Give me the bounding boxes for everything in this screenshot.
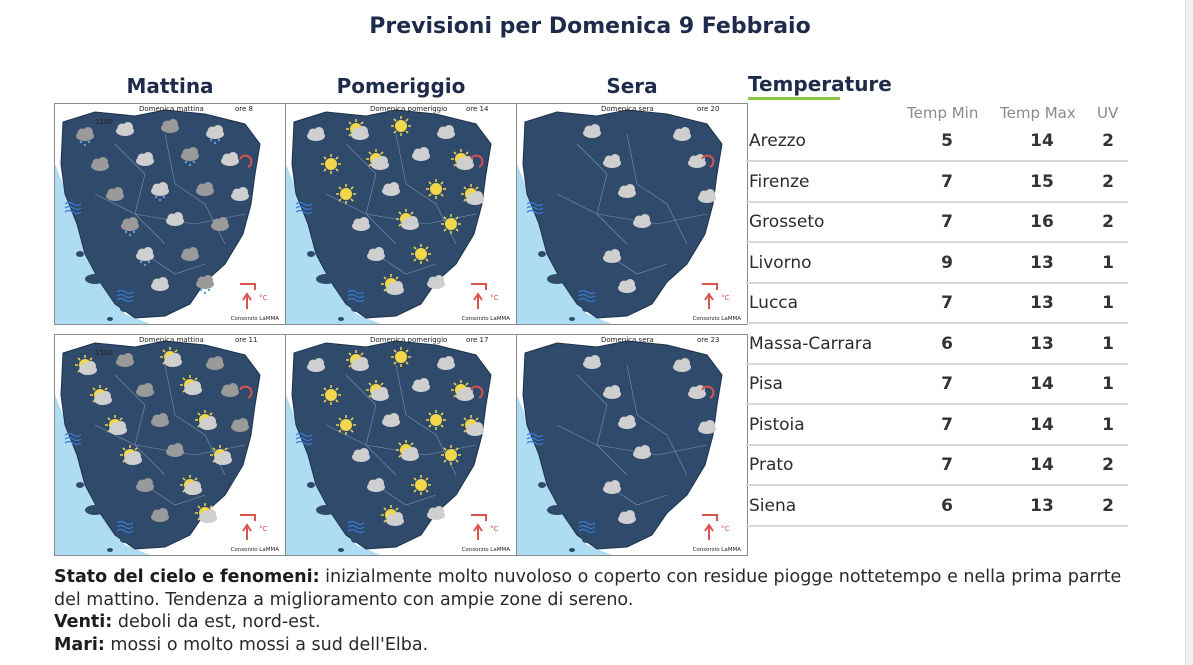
map-footer: Consorzio LaMMA — [230, 316, 279, 322]
uv-value: 1 — [1102, 334, 1114, 354]
uv-value: 1 — [1102, 415, 1114, 435]
map-canvas — [286, 335, 517, 556]
map-canvas — [286, 104, 517, 325]
temperature-heading: Temperature — [748, 72, 892, 96]
sky-text: inizialmente molto nuvoloso o coperto con residue piogge nottetempo e nella prima parrte del mattino. Tendenza a miglioramento con ampie zone di sereno. — [54, 567, 1122, 610]
uv-value: 1 — [1102, 253, 1114, 273]
map-canvas — [517, 335, 748, 556]
temp-min-value: 7 — [941, 172, 953, 192]
island — [316, 505, 336, 515]
temperature-row — [746, 203, 1128, 243]
sun-icon — [441, 214, 461, 234]
island — [338, 317, 344, 321]
degree-label: °C — [490, 294, 499, 302]
temp-max-value: 13 — [1030, 253, 1054, 273]
weather-map-evening-early[interactable] — [516, 103, 748, 325]
temp-min-value: 9 — [941, 253, 953, 273]
temperature-row — [746, 244, 1128, 284]
sun-icon — [391, 116, 411, 136]
sun-icon — [391, 347, 411, 367]
island — [85, 274, 105, 284]
island — [569, 548, 575, 552]
weather-map-morning-late[interactable] — [54, 334, 286, 556]
island — [120, 306, 130, 312]
uv-value: 1 — [1102, 293, 1114, 313]
map-caption: Domenica mattina — [139, 336, 204, 344]
city-name: Siena — [749, 496, 797, 516]
wind-text: deboli da est, nord-est. — [112, 612, 321, 632]
uv-value: 2 — [1102, 172, 1114, 192]
map-caption: Domenica pomeriggio — [370, 336, 448, 344]
header-uv: UV — [1097, 104, 1119, 122]
map-time: ore 17 — [466, 336, 489, 344]
altitude-label: 1500 — [95, 349, 113, 357]
island — [538, 482, 546, 488]
map-footer: Consorzio LaMMA — [461, 316, 510, 322]
degree-label: °C — [259, 294, 268, 302]
altitude-label: 1500 — [95, 118, 113, 126]
island — [120, 537, 130, 543]
city-name: Livorno — [749, 253, 812, 273]
temp-max-value: 13 — [1030, 334, 1054, 354]
temp-min-value: 7 — [941, 415, 953, 435]
island — [538, 251, 546, 257]
island — [107, 548, 113, 552]
temp-min-value: 7 — [941, 374, 953, 394]
vertical-scrollbar[interactable] — [1185, 0, 1193, 665]
temperature-row — [746, 325, 1128, 365]
uv-value: 2 — [1102, 496, 1114, 516]
degree-label: °C — [259, 525, 268, 533]
temperature-row — [746, 446, 1128, 486]
temperature-row — [746, 122, 1128, 162]
header-temp-max: Temp Max — [1000, 104, 1076, 122]
uv-value: 2 — [1102, 212, 1114, 232]
city-name: Lucca — [749, 293, 799, 313]
island — [76, 482, 84, 488]
island — [351, 306, 361, 312]
temp-max-value: 13 — [1030, 496, 1054, 516]
island — [351, 537, 361, 543]
city-name: Pisa — [749, 374, 783, 394]
weather-map-morning-early[interactable] — [54, 103, 286, 325]
sun-icon — [321, 154, 341, 174]
temp-min-value: 6 — [941, 496, 953, 516]
temperature-row — [746, 163, 1128, 203]
map-time: ore 20 — [697, 105, 720, 113]
sun-icon — [411, 475, 431, 495]
city-name: Firenze — [749, 172, 810, 192]
temp-min-value: 5 — [941, 131, 953, 151]
forecast-description — [54, 566, 1134, 656]
uv-value: 1 — [1102, 374, 1114, 394]
island — [547, 274, 567, 284]
temp-max-value: 14 — [1030, 131, 1054, 151]
weather-map-afternoon-late[interactable] — [285, 334, 517, 556]
map-footer: Consorzio LaMMA — [230, 547, 279, 553]
map-caption: Domenica sera — [601, 105, 654, 113]
city-name: Massa-Carrara — [749, 334, 873, 354]
temp-max-value: 13 — [1030, 293, 1054, 313]
sun-icon — [321, 385, 341, 405]
map-footer: Consorzio LaMMA — [461, 547, 510, 553]
degree-label: °C — [721, 294, 730, 302]
header-temp-min: Temp Min — [907, 104, 979, 122]
island — [547, 505, 567, 515]
uv-value: 2 — [1102, 455, 1114, 475]
sun-icon — [426, 179, 446, 199]
column-heading-mattina: Mattina — [126, 74, 214, 98]
temperature-heading-underline — [748, 97, 840, 100]
city-name: Pistoia — [749, 415, 805, 435]
degree-label: °C — [490, 525, 499, 533]
city-name: Grosseto — [749, 212, 825, 232]
map-time: ore 8 — [235, 105, 253, 113]
wind-paragraph — [54, 611, 1134, 634]
sea-paragraph — [54, 634, 1134, 657]
degree-label: °C — [721, 525, 730, 533]
sun-icon — [411, 244, 431, 264]
map-canvas — [517, 104, 748, 325]
uv-value: 2 — [1102, 131, 1114, 151]
column-heading-sera: Sera — [606, 74, 658, 98]
map-footer: Consorzio LaMMA — [692, 547, 741, 553]
map-footer: Consorzio LaMMA — [692, 316, 741, 322]
map-time: ore 11 — [235, 336, 258, 344]
temperature-row — [746, 365, 1128, 405]
temp-min-value: 7 — [941, 455, 953, 475]
map-caption: Domenica sera — [601, 336, 654, 344]
island — [307, 482, 315, 488]
temp-max-value: 14 — [1030, 374, 1054, 394]
temp-min-value: 6 — [941, 334, 953, 354]
weather-map-afternoon-early[interactable] — [285, 103, 517, 325]
island — [338, 548, 344, 552]
temp-max-value: 16 — [1030, 212, 1054, 232]
sun-icon — [426, 410, 446, 430]
city-name: Arezzo — [749, 131, 806, 151]
island — [582, 537, 592, 543]
sky-label: Stato del cielo e fenomeni: — [54, 567, 320, 587]
island — [569, 317, 575, 321]
wind-label: Venti: — [54, 612, 113, 632]
temperature-row — [746, 284, 1128, 324]
map-time: ore 14 — [466, 105, 489, 113]
temp-max-value: 14 — [1030, 415, 1054, 435]
temp-max-value: 14 — [1030, 455, 1054, 475]
weather-map-evening-late[interactable] — [516, 334, 748, 556]
island — [316, 274, 336, 284]
temp-min-value: 7 — [941, 293, 953, 313]
sun-icon — [336, 415, 356, 435]
sun-icon — [441, 445, 461, 465]
island — [85, 505, 105, 515]
map-caption: Domenica mattina — [139, 105, 204, 113]
island — [582, 306, 592, 312]
sun-icon — [336, 184, 356, 204]
map-canvas — [55, 104, 286, 325]
map-canvas — [55, 335, 286, 556]
map-time: ore 23 — [697, 336, 720, 344]
city-name: Prato — [749, 455, 794, 475]
island — [107, 317, 113, 321]
temp-max-value: 15 — [1030, 172, 1054, 192]
sky-paragraph — [54, 566, 1134, 611]
temperature-row — [746, 487, 1128, 527]
island — [307, 251, 315, 257]
sea-label: Mari: — [54, 634, 105, 655]
map-caption: Domenica pomeriggio — [370, 105, 448, 113]
sea-text: mossi o molto mossi a sud dell'Elba. — [104, 634, 429, 655]
island — [76, 251, 84, 257]
page-title: Previsioni per Domenica 9 Febbraio — [369, 14, 811, 39]
temperature-row — [746, 406, 1128, 446]
temp-min-value: 7 — [941, 212, 953, 232]
column-heading-pomeriggio: Pomeriggio — [336, 74, 466, 98]
